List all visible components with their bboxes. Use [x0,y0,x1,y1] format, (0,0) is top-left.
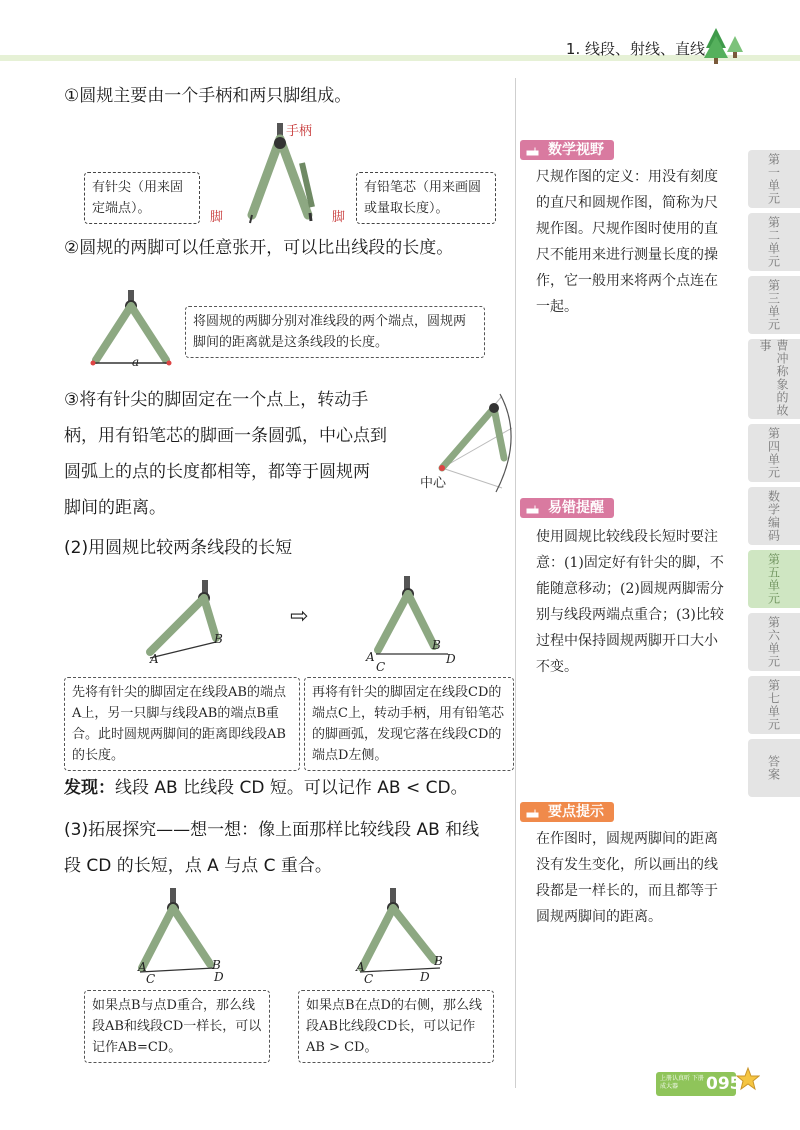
label-pt-c2: C [376,660,386,674]
label-pt-b3: B [212,958,221,972]
box-needle: 有针尖（用来固定端点）。 [84,172,200,224]
sidebar-heading-key-points: 要点提示 [520,802,614,822]
compass-figure-2 [90,288,190,368]
column-divider [515,78,516,1088]
para-compare-heading: (2)用圆规比较两条线段的长短 [64,538,293,558]
tab-unit-3[interactable]: 第三单元 [748,276,800,334]
tab-unit-7[interactable]: 第七单元 [748,676,800,734]
box-measure: 将圆规的两脚分别对准线段的两个端点，圆规两脚间的距离就是这条线段的长度。 [185,306,485,358]
unit-tabs [748,150,800,802]
label-pt-a3: A [138,960,147,974]
finding-line: 发现：线段 AB 比线段 CD 短。可以记作 AB < CD。 [64,778,468,798]
label-a: a [132,355,140,369]
label-foot-right: 脚 [332,210,346,225]
sidebar-text-key-points: 在作图时，圆规两脚间的距离没有发生变化，所以画出的线段都是一样长的，而且都等于圆规两脚间的距离。 [536,831,718,925]
label-pt-c4: C [364,972,374,986]
tab-unit-6[interactable]: 第六单元 [748,613,800,671]
label-pt-b2: B [432,638,441,652]
section-title: 1. 线段、射线、直线 [565,40,705,58]
label-pt-c3: C [146,972,156,986]
para-compass-spread: ②圆规的两脚可以任意张开，可以比出线段的长度。 [64,238,454,258]
label-pt-b4: B [434,954,443,968]
para-extend: (3)拓展探究——想一想：像上面那样比较线段 AB 和线 段 CD 的长短，点 A 与点 C 重合。 [64,820,480,876]
label-foot-left: 脚 [210,210,224,225]
label-pt-a4: A [356,960,365,974]
label-pt-d4: D [420,970,430,984]
tab-unit-2[interactable]: 第二单元 [748,213,800,271]
arrow-icon: ⇨ [290,604,309,629]
label-pt-a2: A [366,650,375,664]
label-handle: 手柄 [286,124,313,139]
tab-story[interactable]: 曹冲称象的故事 [748,339,800,419]
label-pt-b1: B [214,632,223,646]
box-step-2: 再将有针尖的脚固定在线段CD的端点C上，转动手柄，用有铅笔芯的脚画弧，发现它落在线段CD的端点D左侧。 [304,677,514,771]
pointing-hand-icon [524,499,542,517]
compass-figure-1 [230,115,340,225]
pointing-hand-icon [524,141,542,159]
label-center: 中心 [420,476,447,491]
tab-unit-5[interactable]: 第五单元 [748,550,800,608]
para-draw-arc: ③将有针尖的脚固定在一个点上，转动手 柄，用有铅笔芯的脚画一条圆弧，中心点到 圆弧上的点的长度都相等，都等于圆规两 脚间的距离。 [64,390,387,518]
tab-unit-4[interactable]: 第四单元 [748,424,800,482]
box-case-equal: 如果点B与点D重合，那么线段AB和线段CD一样长，可以记作AB=CD。 [84,990,270,1063]
label-pt-d2: D [446,652,456,666]
sidebar-text-mistakes: 使用圆规比较线段长短时要注意：(1)固定好有针尖的脚，不能随意移动；(2)圆规两脚需分别与线段两端点重合；(3)比较过程中保持圆规两脚开口大小不变。 [536,529,724,675]
tab-unit-1[interactable]: 第一单元 [748,150,800,208]
box-case-longer: 如果点B在点D的右侧，那么线段AB比线段CD长，可以记作AB > CD。 [298,990,494,1063]
box-step-1: 先将有针尖的脚固定在线段AB的端点A上，另一只脚与线段AB的端点B重合。此时圆规两脚间的距离即线段AB的长度。 [64,677,300,771]
box-pencil: 有铅笔芯（用来画圆或量取长度）。 [356,172,496,224]
star-mascot-icon [736,1066,760,1096]
tab-answers[interactable]: 答案 [748,739,800,797]
pointing-hand-icon [524,803,542,821]
tree-icon [702,26,748,66]
label-pt-d3: D [214,970,224,984]
sidebar-heading-mistakes: 易错提醒 [520,498,614,518]
para-compass-parts: ①圆规主要由一个手柄和两只脚组成。 [64,86,352,106]
label-pt-a1: A [150,652,159,666]
page-number: 095 [706,1074,742,1094]
sidebar-heading-math-view: 数学视野 [520,140,614,160]
tab-math-code[interactable]: 数学编码 [748,487,800,545]
badge-slogan: 上册认真听 下册成大器 [660,1075,704,1090]
sidebar-text-math-view: 尺规作图的定义：用没有刻度的直尺和圆规作图，简称为尺规作图。尺规作图时使用的直尺不能用来进行测量长度的操作，它一般用来将两个点连在一起。 [536,169,718,315]
